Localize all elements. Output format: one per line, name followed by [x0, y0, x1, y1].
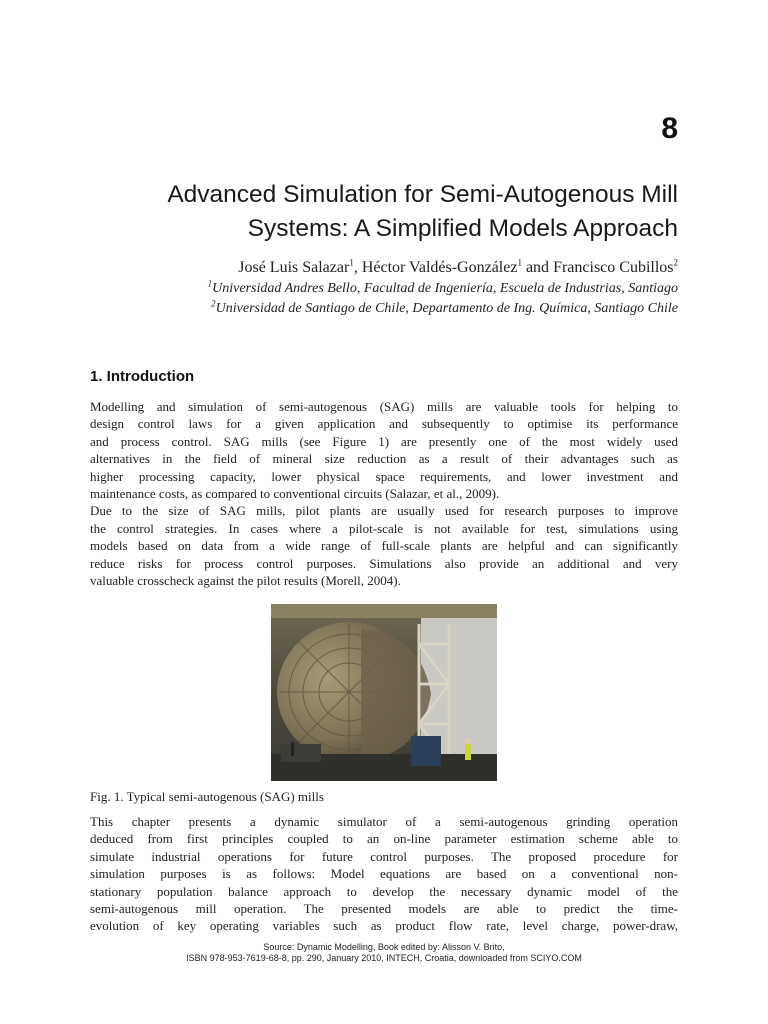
text-line: reduce risks for process control purposes. Simulations also provide an additional and very: [90, 555, 678, 571]
text-line: deduced from first principles coupled to an on-line parameter estimation scheme able to: [90, 831, 678, 847]
footer-line-2: ISBN 978-953-7619-68-8, pp. 290, January 2010, INTECH, Croatia, downloaded from SCIYO.COM: [186, 953, 582, 963]
source-footer: [90, 942, 678, 964]
author-separator-2: and: [521, 259, 554, 276]
title-line-2: Systems: A Simplified Models Approach: [247, 215, 678, 242]
text-line: the control strategies. In cases where a pilot-scale is not available for test, simulations using: [90, 520, 678, 536]
chapter-description-paragraph: [90, 813, 678, 935]
text-line: simulation purposes is as follows: Model equations are based on a conventional non-: [90, 866, 678, 882]
affiliation-1: [208, 279, 678, 298]
affiliation-1-text: Universidad Andres Bello, Facultad de Ingeniería, Escuela de Industrias, Santiago: [212, 281, 678, 296]
author-separator-1: ,: [353, 259, 362, 276]
title-line-1: Advanced Simulation for Semi-Autogenous Mill: [167, 181, 678, 208]
author-1: José Luis Salazar: [238, 259, 350, 276]
text-line: semi-autogenous mill operation. The presented models are able to predict the time-: [90, 901, 678, 917]
chapter-number: 8: [661, 112, 678, 145]
text-line: Due to the size of SAG mills, pilot plants are usually used for research purposes to improve: [90, 503, 678, 519]
author-3: Francisco Cubillos: [553, 259, 674, 276]
text-line: and process control. SAG mills (see Figure 1) are presently one of the most widely used: [90, 433, 678, 449]
text-line: maintenance costs, as compared to conventional circuits (Salazar, et al., 2009).: [90, 486, 500, 502]
author-list: [238, 259, 678, 277]
figure-caption: Fig. 1. Typical semi-autogenous (SAG) mills: [90, 789, 324, 804]
author-2-mark: 1: [517, 257, 522, 268]
author-2: Héctor Valdés-González: [361, 259, 518, 276]
text-line: This chapter presents a dynamic simulator of a semi-autogenous grinding operation: [90, 814, 678, 829]
chapter-title: [90, 178, 678, 246]
text-line: valuable crosscheck against the pilot results (Morell, 2004).: [90, 573, 401, 589]
author-3-mark: 2: [673, 257, 678, 268]
affiliation-2: [78, 299, 678, 318]
section-heading: 1. Introduction: [90, 368, 195, 385]
text-line: models based on data from a wide range of full-scale plants are helpful and can significantly: [90, 538, 678, 554]
affiliation-1-mark: 1: [207, 278, 213, 289]
affiliation-2-mark: 2: [211, 298, 216, 309]
affiliation-2-text: Universidad de Santiago de Chile, Departamento de Ing. Química, Santiago Chile: [215, 301, 678, 316]
text-line: design control laws for a given application and subsequently to optimise its performance: [90, 416, 678, 432]
text-line: evolution of key operating variables such as product flow rate, level charge, power-draw,: [90, 918, 678, 934]
text-line: alternatives in the field of mineral size reduction as a result of their advantages such as: [90, 451, 678, 467]
text-line: simulate industrial operations for future control purposes. The proposed procedure for: [90, 848, 678, 864]
author-1-mark: 1: [349, 257, 354, 268]
text-line: higher processing capacity, lower physical space requirements, and lower investment and: [90, 468, 678, 484]
text-line: stationary population balance approach to develop the necessary dynamic model of the: [90, 883, 678, 899]
text-line: Modelling and simulation of semi-autogenous (SAG) mills are valuable tools for helping to: [90, 399, 678, 414]
sag-mill-photo: [271, 604, 497, 781]
intro-paragraph: [90, 398, 678, 589]
footer-line-1: Source: Dynamic Modelling, Book edited by: Alisson V. Brito,: [263, 942, 505, 952]
